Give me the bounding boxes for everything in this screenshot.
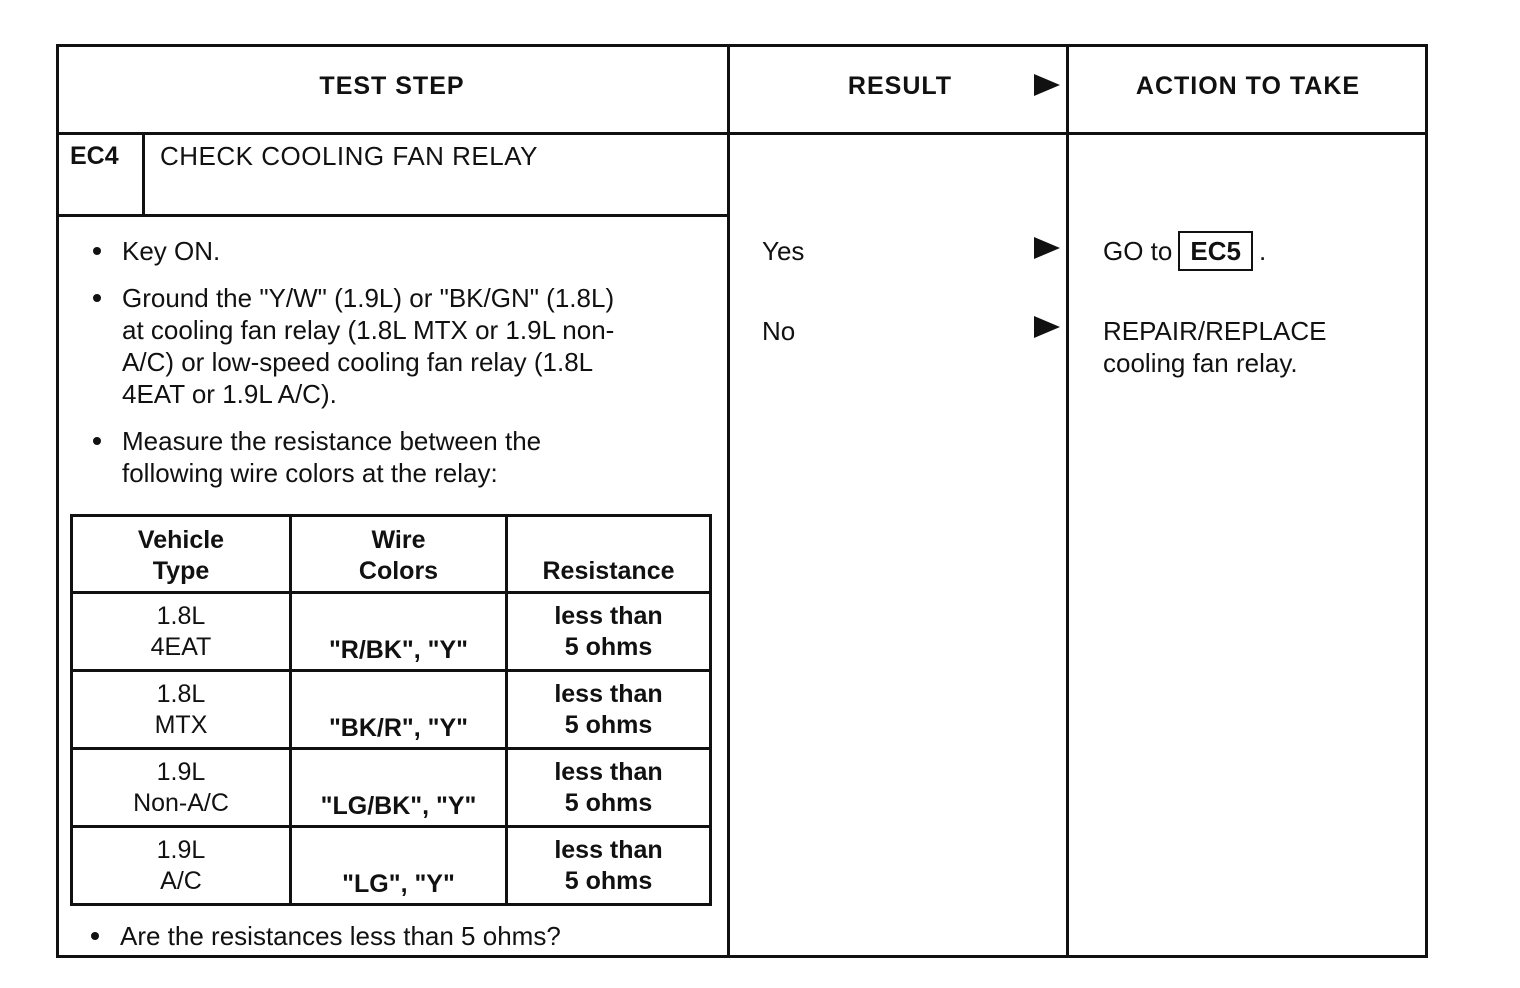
result-no-arrow-icon: [1034, 316, 1060, 338]
header-test-step: TEST STEP: [319, 72, 465, 100]
bullet-icon: [93, 294, 101, 302]
result-yes-arrow-icon: [1034, 237, 1060, 259]
resistance-cell: less than 5 ohms: [507, 827, 711, 905]
resistance-cell: less than 5 ohms: [507, 593, 711, 671]
header-action: ACTION TO TAKE: [1135, 72, 1361, 100]
result-yes: Yes: [762, 236, 805, 266]
column-header-wire-colors: Wire Colors: [291, 516, 507, 593]
vehicle-type-cell: 1.8L MTX: [72, 671, 291, 749]
step-id-divider: [142, 132, 145, 216]
resistance-table: [70, 514, 712, 906]
bullet-icon: [91, 932, 99, 940]
wire-colors-cell: "BK/R", "Y": [291, 671, 507, 749]
wire-colors-cell: "LG/BK", "Y": [291, 749, 507, 827]
instruction-1: Key ON.: [122, 236, 221, 266]
header-arrow-icon: [1034, 74, 1060, 96]
question-text: Are the resistances less than 5 ohms?: [120, 921, 561, 951]
wire-colors-cell: "LG", "Y": [291, 827, 507, 905]
column-divider-result-action: [1066, 44, 1069, 958]
action-yes-suffix: .: [1258, 236, 1267, 266]
table-row: [72, 671, 711, 749]
resistance-cell: less than 5 ohms: [507, 749, 711, 827]
action-no: REPAIR/REPLACE cooling fan relay.: [1103, 316, 1327, 378]
bullet-icon: [93, 437, 101, 445]
step-reference-ec5[interactable]: EC5: [1178, 231, 1253, 271]
vehicle-type-cell: 1.9L A/C: [72, 827, 291, 905]
step-title-divider: [56, 214, 729, 217]
table-row: [72, 593, 711, 671]
column-header-resistance: Resistance: [507, 516, 711, 593]
vehicle-type-cell: 1.9L Non-A/C: [72, 749, 291, 827]
step-id: EC4: [70, 142, 119, 170]
table-row: [72, 749, 711, 827]
step-title: CHECK COOLING FAN RELAY: [160, 141, 538, 171]
action-yes: [1103, 231, 1266, 271]
resistance-cell: less than 5 ohms: [507, 671, 711, 749]
vehicle-type-cell: 1.8L 4EAT: [72, 593, 291, 671]
header-divider: [56, 132, 1428, 135]
result-no: No: [762, 316, 796, 346]
bullet-icon: [93, 247, 101, 255]
wire-colors-cell: "R/BK", "Y": [291, 593, 507, 671]
table-row: [72, 827, 711, 905]
action-yes-prefix: GO to: [1103, 236, 1173, 266]
instruction-2: Ground the "Y/W" (1.9L) or "BK/GN" (1.8L) at cooling fan relay (1.8L MTX or 1.9L non- A/C) or low-speed cooling fan relay (1.8L 4EAT or 1.9L A/C).: [122, 283, 615, 409]
header-result: RESULT: [847, 72, 953, 100]
column-header-vehicle-type: Vehicle Type: [72, 516, 291, 593]
resistance-table-header-row: [72, 516, 711, 593]
instruction-3: Measure the resistance between the following wire colors at the relay:: [122, 426, 542, 488]
column-divider-test-result: [727, 44, 730, 958]
